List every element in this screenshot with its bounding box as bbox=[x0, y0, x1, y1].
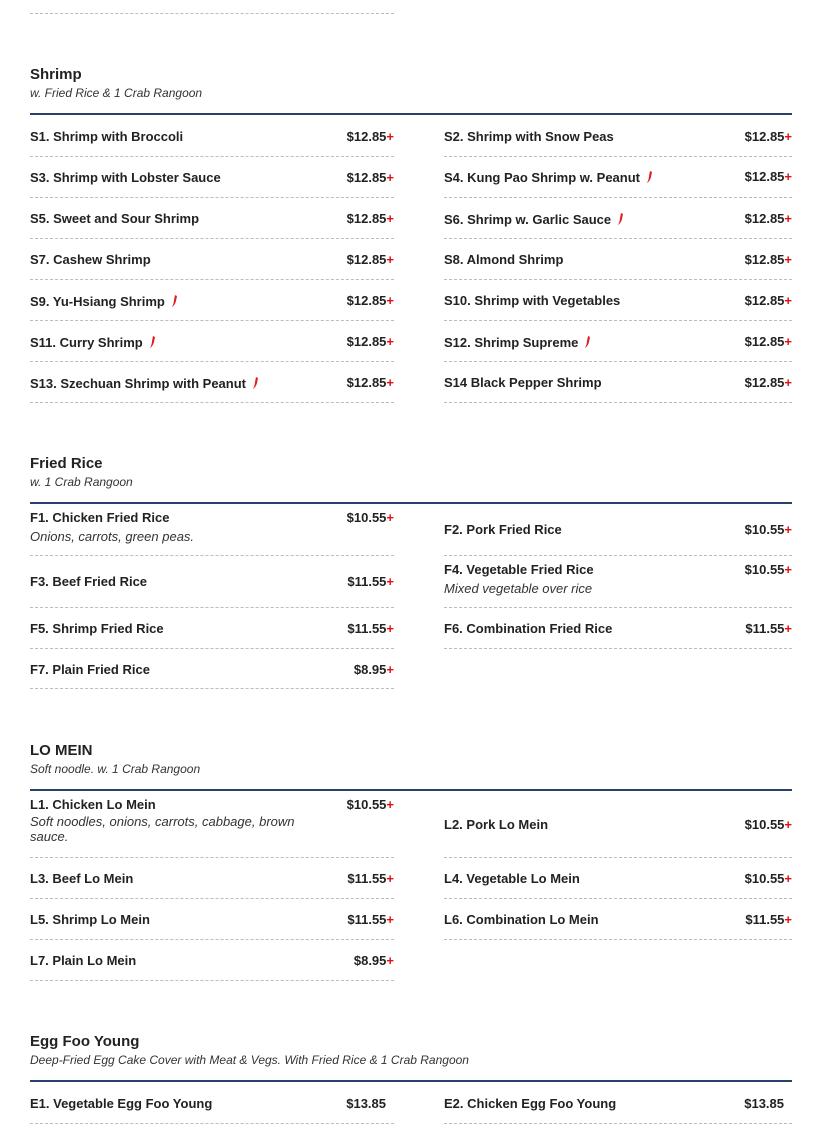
item-name: S9. Yu-Hsiang Shrimp bbox=[30, 294, 394, 310]
item-name: S3. Shrimp with Lobster Sauce bbox=[30, 170, 221, 185]
section-subtitle: w. Fried Rice & 1 Crab Rangoon bbox=[30, 86, 203, 100]
section-subtitle: Soft noodle. w. 1 Crab Rangoon bbox=[30, 762, 201, 776]
section-title: Fried Rice bbox=[30, 455, 103, 472]
add-plus-icon: + bbox=[386, 797, 394, 812]
chili-pepper-icon bbox=[252, 377, 259, 389]
section-fried-rice bbox=[30, 455, 792, 690]
item-price: $12.85+ bbox=[346, 170, 394, 185]
add-plus-icon: + bbox=[784, 252, 792, 267]
item-price: $12.85+ bbox=[744, 334, 792, 349]
item-price: $10.55+ bbox=[744, 562, 792, 577]
menu-item-s5[interactable] bbox=[30, 198, 394, 239]
section-lo-mein bbox=[30, 742, 792, 982]
menu-item-l6[interactable] bbox=[444, 899, 792, 940]
item-description: Onions, carrots, green peas. bbox=[30, 529, 195, 544]
item-price: $13.85 bbox=[744, 1096, 784, 1111]
add-plus-icon: + bbox=[784, 169, 792, 184]
menu-item-l1[interactable] bbox=[30, 791, 394, 858]
menu-item-f4[interactable] bbox=[444, 556, 792, 608]
item-price: $12.85+ bbox=[744, 169, 792, 184]
add-plus-icon: + bbox=[386, 621, 394, 636]
add-plus-icon: + bbox=[784, 211, 792, 226]
item-price: $11.55+ bbox=[347, 912, 394, 927]
add-plus-icon: + bbox=[386, 252, 394, 267]
item-name: S13. Szechuan Shrimp with Peanut bbox=[30, 376, 394, 392]
menu-item-s11[interactable] bbox=[30, 321, 394, 362]
add-plus-icon: + bbox=[386, 211, 394, 226]
item-price: $10.55+ bbox=[744, 871, 792, 886]
item-price: $10.55+ bbox=[346, 510, 394, 525]
item-price: $10.55+ bbox=[346, 797, 394, 812]
add-plus-icon: + bbox=[784, 562, 792, 577]
add-plus-icon: + bbox=[784, 871, 792, 886]
chili-pepper-icon bbox=[646, 171, 653, 183]
section-shrimp bbox=[30, 66, 792, 404]
section-title: Shrimp bbox=[30, 66, 82, 83]
item-name: S1. Shrimp with Broccoli bbox=[30, 129, 184, 144]
item-name: S10. Shrimp with Vegetables bbox=[444, 293, 621, 308]
item-name: L5. Shrimp Lo Mein bbox=[30, 912, 150, 927]
item-name: S12. Shrimp Supreme bbox=[444, 335, 792, 351]
add-plus-icon: + bbox=[386, 510, 394, 525]
menu-item-s8[interactable] bbox=[444, 239, 792, 280]
add-plus-icon: + bbox=[386, 170, 394, 185]
add-plus-icon: + bbox=[386, 871, 394, 886]
item-description: Soft noodles, onions, carrots, cabbage, brown sauce. bbox=[30, 814, 295, 844]
menu-item-f5[interactable] bbox=[30, 608, 394, 649]
add-plus-icon: + bbox=[386, 953, 394, 968]
item-price: $13.85 bbox=[346, 1096, 386, 1111]
item-price: $12.85+ bbox=[346, 334, 394, 349]
menu-item-s6[interactable] bbox=[444, 198, 792, 239]
item-price: $12.85+ bbox=[346, 129, 394, 144]
item-price: $12.85+ bbox=[744, 211, 792, 226]
add-plus-icon: + bbox=[784, 129, 792, 144]
add-plus-icon: + bbox=[784, 621, 792, 636]
item-name: F2. Pork Fried Rice bbox=[444, 522, 562, 537]
menu-item-s4[interactable] bbox=[444, 157, 792, 198]
item-price: $12.85+ bbox=[744, 129, 792, 144]
menu-item-f2[interactable] bbox=[444, 504, 792, 556]
item-price: $12.85+ bbox=[744, 252, 792, 267]
add-plus-icon: + bbox=[784, 912, 792, 927]
item-price: $12.85+ bbox=[346, 293, 394, 308]
add-plus-icon: + bbox=[784, 522, 792, 537]
chili-pepper-icon bbox=[149, 336, 156, 348]
menu-item-s1[interactable] bbox=[30, 115, 394, 157]
item-name: S5. Sweet and Sour Shrimp bbox=[30, 211, 200, 226]
item-price: $10.55+ bbox=[744, 817, 792, 832]
menu-item-l5[interactable] bbox=[30, 899, 394, 940]
item-price: $12.85+ bbox=[346, 375, 394, 390]
menu-item-l2[interactable] bbox=[444, 791, 792, 858]
section-subtitle: Deep-Fried Egg Cake Cover with Meat & Vegs. With Fried Rice & 1 Crab Rangoon bbox=[30, 1053, 469, 1067]
menu-item-s10[interactable] bbox=[444, 280, 792, 321]
menu-item-f3[interactable] bbox=[30, 556, 394, 608]
add-plus-icon: + bbox=[784, 375, 792, 390]
item-price: $11.55+ bbox=[745, 912, 792, 927]
item-name: F5. Shrimp Fried Rice bbox=[30, 621, 164, 636]
item-price: $12.85+ bbox=[346, 252, 394, 267]
menu-item-l7[interactable] bbox=[30, 940, 394, 981]
section-egg-foo-young bbox=[30, 1033, 792, 1126]
menu-item-s13[interactable] bbox=[30, 362, 394, 403]
item-name: E2. Chicken Egg Foo Young bbox=[444, 1096, 617, 1111]
item-name: S7. Cashew Shrimp bbox=[30, 252, 151, 267]
add-plus-icon: + bbox=[386, 574, 394, 589]
item-name: L1. Chicken Lo Mein bbox=[30, 797, 156, 812]
menu-item-f1[interactable] bbox=[30, 504, 394, 556]
item-price: $12.85+ bbox=[744, 375, 792, 390]
chili-pepper-icon bbox=[617, 213, 624, 225]
item-name: F6. Combination Fried Rice bbox=[444, 621, 613, 636]
item-name: S4. Kung Pao Shrimp w. Peanut bbox=[444, 170, 792, 186]
item-name: L3. Beef Lo Mein bbox=[30, 871, 134, 886]
add-plus-icon: + bbox=[784, 817, 792, 832]
item-name: S2. Shrimp with Snow Peas bbox=[444, 129, 614, 144]
menu-item-f7[interactable] bbox=[30, 649, 394, 689]
previous-section-divider bbox=[30, 0, 394, 14]
chili-pepper-icon bbox=[171, 295, 178, 307]
section-title: Egg Foo Young bbox=[30, 1033, 140, 1050]
item-name: F1. Chicken Fried Rice bbox=[30, 510, 170, 525]
menu-item-s9[interactable] bbox=[30, 280, 394, 321]
menu-item-s7[interactable] bbox=[30, 239, 394, 280]
item-name: S11. Curry Shrimp bbox=[30, 335, 394, 351]
add-plus-icon: + bbox=[784, 293, 792, 308]
add-plus-icon: + bbox=[784, 334, 792, 349]
item-price: $11.55+ bbox=[347, 871, 394, 886]
menu-item-s14[interactable] bbox=[444, 362, 792, 403]
item-price: $10.55+ bbox=[744, 522, 792, 537]
item-description: Mixed vegetable over rice bbox=[444, 581, 593, 596]
add-plus-icon: + bbox=[386, 912, 394, 927]
menu-item-e1[interactable] bbox=[30, 1082, 394, 1124]
add-plus-icon: + bbox=[386, 129, 394, 144]
menu-item-l3[interactable] bbox=[30, 858, 394, 899]
menu-item-s2[interactable] bbox=[444, 115, 792, 157]
item-price: $11.55+ bbox=[347, 574, 394, 589]
menu-item-l4[interactable] bbox=[444, 858, 792, 899]
item-name: F3. Beef Fried Rice bbox=[30, 574, 148, 589]
item-name: E1. Vegetable Egg Foo Young bbox=[30, 1096, 213, 1111]
item-price: $8.95+ bbox=[353, 662, 394, 677]
section-subtitle: w. 1 Crab Rangoon bbox=[30, 475, 133, 489]
add-plus-icon: + bbox=[386, 293, 394, 308]
chili-pepper-icon bbox=[584, 336, 591, 348]
menu-item-s3[interactable] bbox=[30, 157, 394, 198]
item-name: F7. Plain Fried Rice bbox=[30, 662, 150, 677]
item-name: L2. Pork Lo Mein bbox=[444, 817, 549, 832]
menu-item-f6[interactable] bbox=[444, 608, 792, 649]
item-price: $12.85+ bbox=[346, 211, 394, 226]
add-plus-icon: + bbox=[386, 334, 394, 349]
item-name: F4. Vegetable Fried Rice bbox=[444, 562, 594, 577]
item-name: S8. Almond Shrimp bbox=[444, 252, 564, 267]
menu-item-e2[interactable] bbox=[444, 1082, 792, 1124]
item-name: L4. Vegetable Lo Mein bbox=[444, 871, 580, 886]
item-name: S6. Shrimp w. Garlic Sauce bbox=[444, 212, 792, 228]
add-plus-icon: + bbox=[386, 375, 394, 390]
item-price: $11.55+ bbox=[347, 621, 394, 636]
add-plus-icon: + bbox=[386, 662, 394, 677]
item-price: $11.55+ bbox=[745, 621, 792, 636]
item-price: $12.85+ bbox=[744, 293, 792, 308]
item-price: $8.95+ bbox=[353, 953, 394, 968]
item-name: L7. Plain Lo Mein bbox=[30, 953, 137, 968]
menu-item-s12[interactable] bbox=[444, 321, 792, 362]
item-name: S14 Black Pepper Shrimp bbox=[444, 375, 602, 390]
section-title: LO MEIN bbox=[30, 742, 93, 759]
item-name: L6. Combination Lo Mein bbox=[444, 912, 599, 927]
